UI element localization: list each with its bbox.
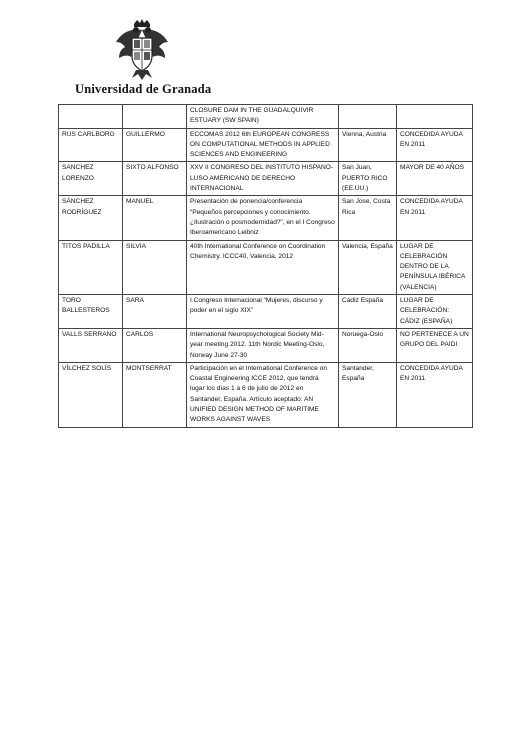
name-cell: MONTSERRAT — [123, 362, 187, 427]
event-cell: Participación en el International Conference on Coastal Engineering ICCE 2012, que tendrá lugar los días 1 a 6 de julio de 2012 en Santander, España. Artículo aceptado: AN UNIFIED DESIGN METHOD OF MARITIME WORKS AGAINST WAVES — [187, 362, 339, 427]
surname-cell: SÁNCHEZ RODRÍGUEZ — [59, 196, 123, 240]
name-cell — [123, 105, 187, 129]
table-row — [59, 362, 473, 427]
name-cell: SILVIA — [123, 240, 187, 294]
surname-cell: TITOS PADILLA — [59, 240, 123, 294]
name-cell: SARA — [123, 295, 187, 329]
status-cell: CONCEDIDA AYUDA EN 2011 — [397, 196, 473, 240]
place-cell: San Juan, PUERTO RICO (EE.UU.) — [339, 162, 397, 196]
name-cell: GUILLERMO — [123, 128, 187, 162]
table-row — [59, 295, 473, 329]
table-row — [59, 162, 473, 196]
surname-cell: TORO BALLESTEROS — [59, 295, 123, 329]
place-cell: Noruega-Oslo — [339, 328, 397, 362]
event-cell: ECCOMAS 2012 6th EUROPEAN CONGRESS ON COMPUTATIONAL METHODS IN APPLIED SCIENCES AND ENGINEERING — [187, 128, 339, 162]
table-row — [59, 240, 473, 294]
status-cell: CONCEDIDA AYUDA EN 2011 — [397, 362, 473, 427]
table-row — [59, 105, 473, 129]
status-cell: LUGAR DE CELEBRACIÓN: CÁDIZ (ESPAÑA) — [397, 295, 473, 329]
place-cell — [339, 105, 397, 129]
surname-cell: VALLS SERRANO — [59, 328, 123, 362]
table-row — [59, 128, 473, 162]
university-name: Universidad de Granada — [75, 82, 212, 96]
status-cell: MAYOR DE 40 AÑOS — [397, 162, 473, 196]
status-cell — [397, 105, 473, 129]
place-cell: San Jose, Costa Rica — [339, 196, 397, 240]
name-cell: MANUEL — [123, 196, 187, 240]
university-crest-icon — [110, 18, 174, 82]
event-cell: XXV II CONGRESO DEL INSTITUTO HISPANO-LUSO AMERICANO DE DERECHO INTERNACIONAL — [187, 162, 339, 196]
event-cell: 40th International Conference on Coordination Chemistry. ICCC40, Valencia, 2012 — [187, 240, 339, 294]
surname-cell: SANCHEZ LORENZO — [59, 162, 123, 196]
table-row — [59, 328, 473, 362]
status-cell: NO PERTENECE A UN GRUPO DEL PAIDI — [397, 328, 473, 362]
name-cell: SIXTO ALFONSO — [123, 162, 187, 196]
status-cell: CONCEDIDA AYUDA EN 2011 — [397, 128, 473, 162]
event-cell: International Neuropsychological Society Mid-year meeting 2012. 11th Nordic Meeting-Oslo, Norway June 27-30 — [187, 328, 339, 362]
event-cell: CLOSURE DAM IN THE GUADALQUIVIR ESTUARY (SW SPAIN) — [187, 105, 339, 129]
place-cell: Cádiz España — [339, 295, 397, 329]
surname-cell: VÍLCHEZ SOLÍS — [59, 362, 123, 427]
status-cell: LUGAR DE CELEBRACIÓN DENTRO DE LA PENÍNSULA IBÉRICA (VALENCIA) — [397, 240, 473, 294]
event-cell: I Congreso Internacional “Mujeres, discurso y poder en el siglo XIX” — [187, 295, 339, 329]
surname-cell — [59, 105, 123, 129]
place-cell: Santander, España — [339, 362, 397, 427]
place-cell: Valencia, España — [339, 240, 397, 294]
grants-table — [58, 104, 473, 428]
document-header — [60, 18, 260, 98]
place-cell: Vienna, Austria — [339, 128, 397, 162]
event-cell: Presentación de ponencia/conferencia “Pequeños percepciones y conocimiento. ¿Ilustración o posmodernidad?”, en el I Congreso Iberoamericano Leibniz — [187, 196, 339, 240]
surname-cell: RUS CARLBORG — [59, 128, 123, 162]
name-cell: CARLOS — [123, 328, 187, 362]
table-row — [59, 196, 473, 240]
